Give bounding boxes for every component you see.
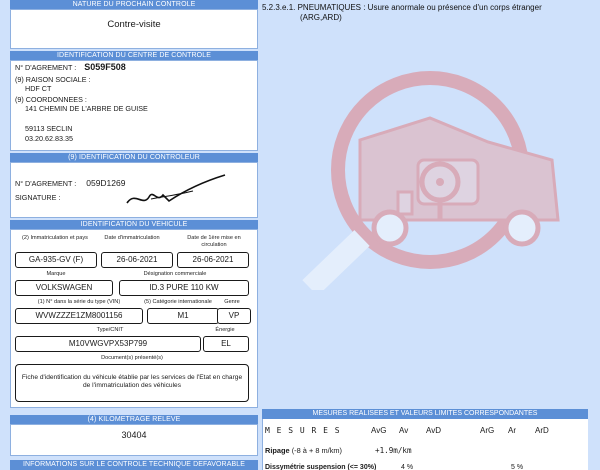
controleur-agrement-value: 059D1269 xyxy=(86,178,126,188)
controleur-agrement-label: N° D'AGREMENT : xyxy=(15,179,77,188)
col-avg: AvG xyxy=(371,426,387,435)
documents-box xyxy=(15,364,249,402)
raison-label: (9) RAISON SOCIALE : xyxy=(15,75,91,84)
col-ard: ArD xyxy=(535,426,549,435)
centre-header: IDENTIFICATION DU CENTRE DE CONTROLE xyxy=(10,51,258,60)
type-label: Type/CNIT xyxy=(96,327,124,333)
marque-label: Marque xyxy=(46,271,66,277)
controleur-header: (9) IDENTIFICATION DU CONTROLEUR xyxy=(10,153,258,162)
ripage-row xyxy=(265,446,342,455)
categorie-label: (5) Catégorie internationale xyxy=(144,299,212,305)
coord-label: (9) COORDONNEES : xyxy=(15,95,87,104)
ripage-value: +1.9m/km xyxy=(375,446,412,455)
designation-value: ID.3 PURE 110 KW xyxy=(119,280,249,296)
row2-label: Dissymétrie suspension (<= 30%) xyxy=(265,464,377,470)
address-line-1: 141 CHEMIN DE L'ARBRE DE GUISE xyxy=(25,104,148,113)
raison-value: HDF CT xyxy=(25,84,52,93)
mesures-title: M E S U R E S xyxy=(265,426,341,435)
left-column xyxy=(0,0,262,470)
kilometrage-header: (4) KILOMETRAGE RELEVE xyxy=(10,415,258,424)
bottom-header: INFORMATIONS SUR LE CONTROLE TECHNIQUE DEFAVORABLE xyxy=(10,460,258,470)
documents-value: Fiche d'identification du véhicule établie par les services de l'Etat en charge de l'immatriculation des véhicules xyxy=(21,374,243,389)
col-avd: AvD xyxy=(426,426,441,435)
row2-v2: 5 % xyxy=(511,464,524,470)
date-first-label: Date de 1ère mise en circulation xyxy=(187,235,241,248)
address-line-2: 59113 SECLIN xyxy=(25,124,73,133)
categorie-value: M1 xyxy=(147,308,219,324)
col-arg: ArG xyxy=(480,426,495,435)
designation-label: Désignation commerciale xyxy=(143,271,207,277)
immat-label: (2) Immatriculation et pays xyxy=(22,235,88,241)
signature-label: SIGNATURE : xyxy=(15,193,61,202)
centre-panel xyxy=(10,60,258,151)
documents-label: Document(s) présenté(s) xyxy=(101,355,163,361)
vin-value: WVWZZZE1ZM8001156 xyxy=(15,308,143,324)
date-first-value: 26-06-2021 xyxy=(177,252,249,268)
mesures-panel xyxy=(262,419,588,470)
marque-value: VOLKSWAGEN xyxy=(15,280,113,296)
kilometrage-panel xyxy=(10,424,258,456)
kilometrage-value: 30404 xyxy=(121,430,147,440)
row2-v1: 4 % xyxy=(401,464,414,470)
next-visit-panel xyxy=(10,9,258,49)
date-immat-value: 26-06-2021 xyxy=(101,252,173,268)
ripage-range: (-8 à + 8 m/km) xyxy=(291,446,343,455)
date-immat-label: Date d'immatriculation xyxy=(104,235,160,241)
phone: 03.20.62.83.35 xyxy=(25,134,73,143)
immat-value: GA-935-GV (F) xyxy=(15,252,97,268)
next-visit-header: NATURE DU PROCHAIN CONTROLE xyxy=(10,0,258,9)
col-ar: Ar xyxy=(508,426,516,435)
defect-line-1: 5.2.3.e.1. PNEUMATIQUES : Usure anormale ou présence d'un corps étranger xyxy=(262,3,542,12)
genre-label: Genre xyxy=(224,299,240,305)
genre-value: VP xyxy=(217,308,251,324)
energie-value: EL xyxy=(203,336,249,352)
centre-agrement-value: S059F508 xyxy=(84,62,126,72)
type-value: M10VWGVPX53P799 xyxy=(15,336,201,352)
centre-agrement-label: N° D'AGREMENT : xyxy=(15,63,77,72)
vehicule-header: IDENTIFICATION DU VEHICULE xyxy=(10,220,258,229)
ripage-label: Ripage xyxy=(265,446,290,455)
col-av: Av xyxy=(399,426,409,435)
vin-label: (1) N° dans la série du type (VIN) xyxy=(37,299,121,305)
mesures-header: MESURES REALISEES ET VALEURS LIMITES CORRESPONDANTES xyxy=(262,409,588,419)
vehicule-panel xyxy=(10,229,258,408)
car-magnifier-watermark xyxy=(290,60,590,290)
defect-line-2: (ARG,ARD) xyxy=(300,13,342,22)
energie-label: Énergie xyxy=(215,327,235,333)
signature-image xyxy=(121,173,231,211)
controleur-panel xyxy=(10,162,258,218)
next-visit-value: Contre-visite xyxy=(107,19,161,30)
